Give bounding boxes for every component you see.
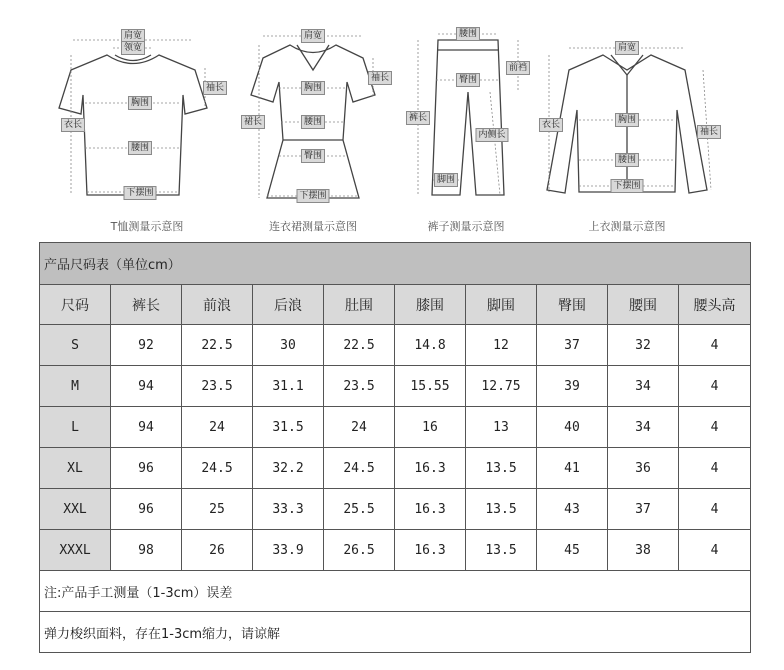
jacket-caption: 上衣测量示意图 [588, 220, 666, 233]
note-row [40, 612, 751, 653]
table-row [40, 489, 751, 530]
header-belly: 肚围 [324, 285, 395, 325]
table-cell: 4 [679, 407, 751, 448]
table-cell: 24.5 [324, 448, 395, 489]
table-cell: 43 [537, 489, 608, 530]
table-cell: 26.5 [324, 530, 395, 571]
dress-diagram [235, 0, 395, 242]
table-cell: 22.5 [182, 325, 253, 366]
pants-hip-label: 臀围 [456, 73, 480, 87]
pants-diagram [400, 0, 535, 242]
header-hip: 臀围 [537, 285, 608, 325]
header-waistband: 腰头高 [679, 285, 751, 325]
table-cell: 23.5 [324, 366, 395, 407]
table-title: 产品尺码表（单位cm） [40, 243, 751, 285]
table-cell: 24 [182, 407, 253, 448]
table-cell: 98 [111, 530, 182, 571]
table-cell: 13.5 [466, 530, 537, 571]
table-cell: 13.5 [466, 489, 537, 530]
header-knee: 膝围 [395, 285, 466, 325]
header-front-rise: 前浪 [182, 285, 253, 325]
tshirt-waist-label: 腰围 [128, 141, 152, 155]
pants-caption: 裤子测量示意图 [427, 220, 505, 233]
table-cell: 23.5 [182, 366, 253, 407]
table-cell: 16.3 [395, 489, 466, 530]
jacket-length-label: 衣长 [539, 118, 563, 132]
dress-hip-label: 臀围 [301, 149, 325, 163]
table-cell: 94 [111, 366, 182, 407]
table-cell: 4 [679, 448, 751, 489]
tshirt-length-label: 衣长 [61, 118, 85, 132]
table-title-row [40, 243, 751, 285]
table-cell: 32 [608, 325, 679, 366]
jacket-waist-label: 腰围 [615, 153, 639, 167]
pants-length-label: 裤长 [406, 111, 430, 125]
table-cell: 13 [466, 407, 537, 448]
table-cell: 13.5 [466, 448, 537, 489]
table-cell: 24 [324, 407, 395, 448]
table-cell: 4 [679, 530, 751, 571]
dress-waist-label: 腰围 [301, 115, 325, 129]
measurement-diagrams [0, 0, 784, 242]
table-cell: 4 [679, 489, 751, 530]
table-row [40, 366, 751, 407]
table-row [40, 448, 751, 489]
table-cell: 45 [537, 530, 608, 571]
table-row [40, 407, 751, 448]
table-row [40, 530, 751, 571]
table-cell: 96 [111, 489, 182, 530]
dress-chest-label: 胸围 [301, 81, 325, 95]
table-header-row [40, 285, 751, 325]
table-cell: 16.3 [395, 530, 466, 571]
size-chart-table [39, 242, 751, 653]
tshirt-caption: T恤测量示意图 [110, 220, 184, 233]
header-waist: 腰围 [608, 285, 679, 325]
table-cell: 25 [182, 489, 253, 530]
table-cell: 24.5 [182, 448, 253, 489]
tshirt-collar-label: 领宽 [121, 41, 145, 55]
table-row [40, 325, 751, 366]
table-cell: 33.9 [253, 530, 324, 571]
dress-sleeve-label: 袖长 [368, 71, 392, 85]
header-length: 裤长 [111, 285, 182, 325]
dress-length-label: 裙长 [241, 115, 265, 129]
table-cell: 12 [466, 325, 537, 366]
pants-rise-label: 前裆 [506, 61, 530, 75]
table-cell: 14.8 [395, 325, 466, 366]
table-cell: 38 [608, 530, 679, 571]
tshirt-diagram [55, 0, 225, 242]
table-cell: 4 [679, 366, 751, 407]
table-cell: 12.75 [466, 366, 537, 407]
table-cell: 34 [608, 366, 679, 407]
tshirt-shoulder-label: 肩宽 [121, 29, 145, 43]
table-cell: 16 [395, 407, 466, 448]
table-cell: 22.5 [324, 325, 395, 366]
table-cell-size: M [40, 366, 111, 407]
table-cell: 37 [537, 325, 608, 366]
table-cell: 41 [537, 448, 608, 489]
table-cell: 25.5 [324, 489, 395, 530]
header-size: 尺码 [40, 285, 111, 325]
header-leg-opening: 脚围 [466, 285, 537, 325]
pants-inseam-label: 内侧长 [475, 128, 508, 142]
jacket-shoulder-label: 肩宽 [615, 41, 639, 55]
note-row [40, 571, 751, 612]
jacket-hem-label: 下摆围 [610, 179, 643, 193]
table-cell: 92 [111, 325, 182, 366]
header-back-rise: 后浪 [253, 285, 324, 325]
table-cell: 30 [253, 325, 324, 366]
pants-waist-label: 腰围 [456, 27, 480, 41]
pants-leg-opening-label: 脚围 [434, 173, 458, 187]
table-cell: 36 [608, 448, 679, 489]
jacket-sleeve-label: 袖长 [697, 125, 721, 139]
dress-caption: 连衣裙测量示意图 [269, 220, 357, 233]
table-cell: 94 [111, 407, 182, 448]
measurement-error-note: 注:产品手工测量（1-3cm）误差 [40, 571, 751, 612]
tshirt-hem-label: 下摆围 [123, 186, 156, 200]
tshirt-chest-label: 胸围 [128, 96, 152, 110]
table-cell-size: XL [40, 448, 111, 489]
table-cell: 31.1 [253, 366, 324, 407]
jacket-chest-label: 胸围 [615, 113, 639, 127]
table-cell: 15.55 [395, 366, 466, 407]
fabric-stretch-note: 弹力梭织面料，存在1-3cm缩力，请谅解 [40, 612, 751, 653]
table-cell-size: XXL [40, 489, 111, 530]
table-cell: 96 [111, 448, 182, 489]
table-cell: 33.3 [253, 489, 324, 530]
table-cell: 32.2 [253, 448, 324, 489]
table-cell: 16.3 [395, 448, 466, 489]
table-cell: 34 [608, 407, 679, 448]
table-cell: 31.5 [253, 407, 324, 448]
tshirt-sleeve-label: 袖长 [203, 81, 227, 95]
table-cell-size: S [40, 325, 111, 366]
table-cell: 4 [679, 325, 751, 366]
table-cell-size: XXXL [40, 530, 111, 571]
table-cell: 39 [537, 366, 608, 407]
table-cell: 37 [608, 489, 679, 530]
dress-hem-label: 下摆围 [296, 189, 329, 203]
jacket-diagram [535, 0, 725, 242]
table-cell: 26 [182, 530, 253, 571]
table-cell: 40 [537, 407, 608, 448]
dress-shoulder-label: 肩宽 [301, 29, 325, 43]
table-cell-size: L [40, 407, 111, 448]
